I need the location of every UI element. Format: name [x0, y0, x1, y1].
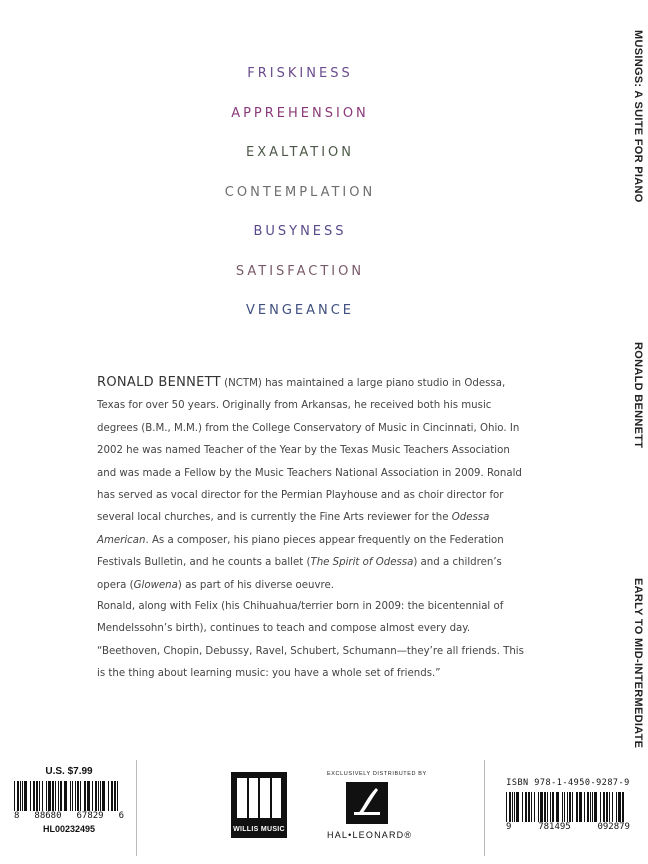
- barcode-bar: [52, 781, 54, 811]
- barcode-bar: [514, 792, 515, 822]
- upc-digit-group: 67829: [76, 811, 104, 821]
- barcode-bar: [114, 781, 116, 811]
- barcode-bar: [102, 781, 105, 811]
- barcode-bar: [33, 781, 35, 811]
- barcode-bar: [72, 781, 73, 811]
- barcode-bar: [547, 792, 548, 822]
- isbn-digits: [506, 822, 630, 832]
- spine-title: MUSINGS: A SUITE FOR PIANO: [632, 30, 644, 203]
- barcode-bar: [39, 781, 40, 811]
- bio-text: ) as part of his diverse oeuvre.: [177, 579, 334, 591]
- barcode-bar: [590, 792, 591, 822]
- ean-digit-group: 781495: [538, 822, 571, 832]
- isbn-barcode: [506, 792, 630, 822]
- barcode-bar: [111, 781, 113, 811]
- barcode-bar: [579, 792, 582, 822]
- barcode-bar: [100, 781, 101, 811]
- barcode-bar: [540, 792, 543, 822]
- barcode-bar: [562, 792, 563, 822]
- composer-bio: [97, 372, 527, 597]
- barcode-bar: [516, 792, 519, 822]
- barcode-bar: [506, 792, 507, 822]
- ean-digit-group: 092879: [597, 822, 630, 832]
- barcode-bar: [612, 792, 613, 822]
- movement-title: FRISKINESS: [247, 66, 353, 81]
- spine-level: EARLY TO MID-INTERMEDIATE: [632, 578, 644, 749]
- barcode-bar: [17, 781, 19, 811]
- barcode-bar: [528, 792, 530, 822]
- bio-italic-opera: Glowena: [133, 579, 178, 591]
- barcode-bar: [80, 781, 81, 811]
- upc-digits: [14, 811, 124, 821]
- barcode-bar: [70, 781, 71, 811]
- barcode-bar: [606, 792, 608, 822]
- barcode-bar: [622, 792, 624, 822]
- barcode-bar: [95, 781, 97, 811]
- barcode-bar: [30, 781, 31, 811]
- barcode-bar: [92, 781, 93, 811]
- barcode-bar: [538, 792, 539, 822]
- barcode-bar: [594, 792, 597, 822]
- movement-title: BUSYNESS: [253, 224, 347, 239]
- barcode-bar: [587, 792, 589, 822]
- ean-digit-group: 9: [506, 822, 512, 832]
- composer-name: RONALD BENNETT: [97, 375, 221, 390]
- upc-digit-group: 88680: [34, 811, 62, 821]
- barcode-bar: [22, 781, 23, 811]
- bio-italic-ballet: The Spirit of Odessa: [310, 557, 414, 569]
- price-label: U.S. $7.99: [45, 766, 93, 777]
- movement-title: APPREHENSION: [231, 106, 369, 121]
- movement-title: VENGEANCE: [245, 303, 355, 318]
- movement-title: SATISFACTION: [235, 264, 365, 279]
- barcode-bar: [64, 781, 67, 811]
- willis-logo-text: WILLIS MUSIC: [233, 826, 285, 833]
- barcode-bar: [117, 781, 118, 811]
- barcode-bar: [603, 792, 605, 822]
- hal-leonard-logo: [346, 782, 388, 824]
- piano-keys-icon: [237, 778, 281, 818]
- barcode-bar: [592, 792, 593, 822]
- barcode-bar: [531, 792, 532, 822]
- barcode-bar: [564, 792, 565, 822]
- hal-leonard-text: HAL•LEONARD®: [327, 830, 413, 840]
- barcode-bar: [616, 792, 617, 822]
- barcode-bar: [84, 781, 86, 811]
- barcode-bar: [584, 792, 585, 822]
- willis-music-logo: [231, 772, 287, 838]
- movement-title: CONTEMPLATION: [224, 185, 376, 200]
- barcode-bar: [14, 781, 15, 811]
- upc-digit-group: 8: [14, 811, 20, 821]
- barcode-bar: [75, 781, 76, 811]
- bio-text: ) and a children’s opera (: [97, 557, 502, 591]
- barcode-bar: [522, 792, 523, 822]
- barcode-bar: [48, 781, 51, 811]
- barcode-bar: [525, 792, 527, 822]
- barcode-bar: [569, 792, 571, 822]
- barcode-bar: [55, 781, 56, 811]
- barcode-bar: [512, 792, 513, 822]
- barcode-bar: [534, 792, 535, 822]
- barcode-bar: [609, 792, 610, 822]
- barcode-bar: [98, 781, 99, 811]
- item-code: HL00232495: [42, 824, 96, 834]
- barcode-bar: [58, 781, 59, 811]
- barcode-bar: [572, 792, 573, 822]
- barcode-bar: [36, 781, 38, 811]
- barcode-bar: [87, 781, 90, 811]
- hal-leonard-mark-icon: [346, 782, 388, 824]
- movement-title: EXALTATION: [245, 145, 354, 160]
- barcode-bar: [42, 781, 43, 811]
- barcode-bar: [552, 792, 554, 822]
- barcode-bar: [544, 792, 546, 822]
- bio-text: . As a composer, his piano pieces appear frequently on the Federation Festivals Bulletin, and he counts a ballet (: [97, 534, 504, 569]
- barcode-bar: [567, 792, 568, 822]
- barcode-bar: [60, 781, 62, 811]
- barcode-bar: [46, 781, 47, 811]
- isbn-label: ISBN 978-1-4950-9287-9: [506, 778, 630, 788]
- barcode-bar: [576, 792, 578, 822]
- composer-bio-second-paragraph: Ronald, along with Felix (his Chihuahua/terrier born in 2009: the bicentennial of Mendelssohn’s birth), continues to teach and compose almost every day. “Beethoven, Chopin, Debussy, Ravel, Schubert, Schumann—they’re all friends. This is the thing about learning music: you have a whole set of friends.”: [97, 601, 524, 680]
- barcode-bar: [600, 792, 601, 822]
- upc-digit-group: 6: [118, 811, 124, 821]
- isbn-block: [506, 778, 630, 832]
- spine-composer: RONALD BENNETT: [632, 342, 644, 449]
- barcode-bar: [509, 792, 511, 822]
- barcode-bar: [550, 792, 551, 822]
- upc-barcode: [14, 781, 124, 811]
- barcode-bar: [108, 781, 109, 811]
- barcode-bar: [20, 781, 21, 811]
- barcode-bar: [556, 792, 559, 822]
- barcode-bar: [24, 781, 27, 811]
- footer-divider: [484, 760, 485, 856]
- distributed-by-label: EXCLUSIVELY DISTRIBUTED BY: [327, 771, 427, 777]
- barcode-bar: [618, 792, 621, 822]
- footer-divider: [136, 760, 137, 856]
- book-spine: [622, 30, 644, 749]
- bio-italic-newspaper: Odessa American: [97, 512, 490, 546]
- upc-block: [14, 766, 124, 834]
- bio-text: (NCTM) has maintained a large piano studio in Odessa, Texas for over 50 years. Originally from Arkansas, he received both his music degrees (B.M., M.M.) from the College Conservatory of Music in Cincinnati, Ohio. In 2002 he was named Teacher of the Year by the Texas Music Teachers Association and was made a Fellow by the Music Teachers National Association in 2009. Ronald has served as vocal director for the Permian Playhouse and as choir director for several local churches, and is currently the Fine Arts reviewer for the: [97, 378, 522, 524]
- barcode-bar: [77, 781, 79, 811]
